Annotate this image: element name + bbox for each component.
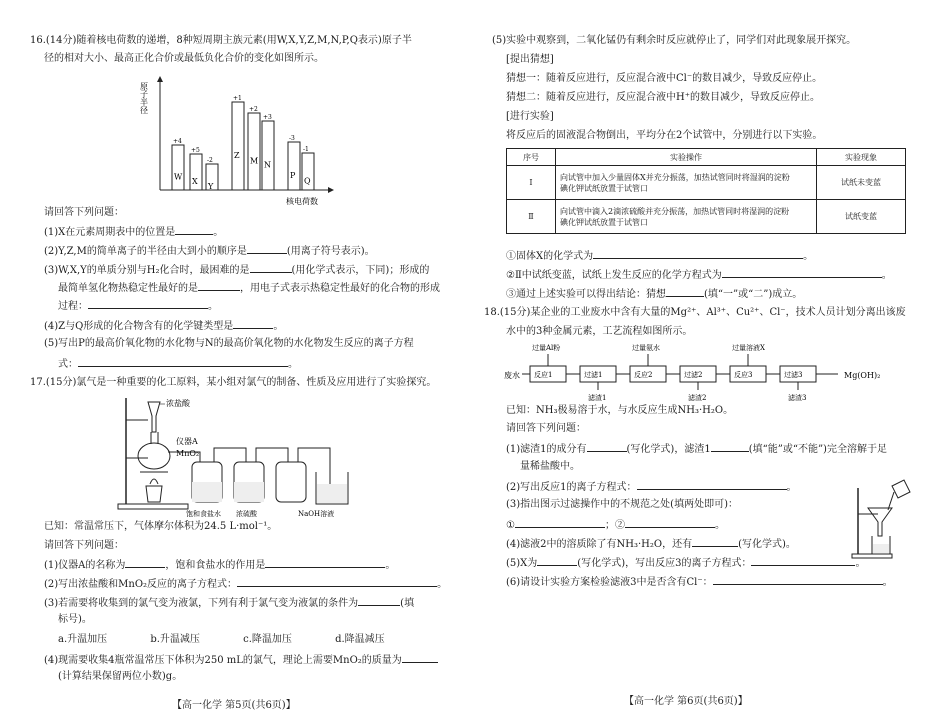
bar-Z bbox=[232, 102, 244, 190]
q17-s4: (4)现需要收集4瓶常温常压下体积为250 mL的氯气，理论上需要MnO₂的质量为 bbox=[44, 652, 438, 668]
bar-label-W: W bbox=[174, 172, 183, 182]
answer-blank[interactable] bbox=[402, 652, 438, 663]
answer-blank[interactable] bbox=[125, 557, 165, 568]
answer-blank[interactable] bbox=[637, 479, 787, 490]
q17-s1: (1)仪器A的名称为 ，饱和食盐水的作用是 。 bbox=[44, 557, 395, 573]
valence-label-Q: -1 bbox=[303, 146, 309, 153]
option-b[interactable]: b.升温减压 bbox=[150, 634, 200, 645]
y-axis-label: 原子半径 bbox=[140, 82, 149, 114]
label-naoh: NaOH溶液 bbox=[298, 510, 335, 518]
flow-residue: 滤渣3 bbox=[788, 394, 807, 402]
label-instrument-a: 仪器A bbox=[176, 437, 198, 446]
bar-label-X: X bbox=[192, 177, 198, 186]
row-operation: 向试管中滴入2滴浓硫酸并充分振荡，加热试管同时将湿润的淀粉 碘化钾试纸放置于试管口 bbox=[556, 200, 817, 234]
q18-prompt: 请回答下列问题： bbox=[506, 423, 586, 434]
tag-hypothesis: [提出猜想] bbox=[506, 54, 554, 65]
label-h2so4: 浓硫酸 bbox=[236, 510, 257, 518]
flow-input: 废水 bbox=[504, 371, 520, 380]
table-row bbox=[507, 166, 906, 200]
answer-blank[interactable] bbox=[78, 356, 288, 367]
q17-options bbox=[58, 633, 385, 647]
answer-blank[interactable] bbox=[247, 243, 287, 254]
bar-label-M: M bbox=[250, 156, 259, 166]
q16-chart bbox=[140, 68, 340, 208]
tag-experiment: [进行实验] bbox=[506, 111, 554, 122]
answer-blank[interactable] bbox=[713, 574, 883, 585]
flow-reagent: 过量氨水 bbox=[632, 344, 660, 352]
page-6 bbox=[476, 0, 950, 722]
answer-blank[interactable] bbox=[233, 318, 273, 329]
valence-label-X: +5 bbox=[191, 147, 200, 154]
answer-blank[interactable] bbox=[250, 262, 292, 273]
hypothesis-1: 猜想一：随着反应进行，反应混合液中Cl⁻的数目减少，导致反应停止。 bbox=[506, 73, 823, 84]
q17-a1: ①固体X的化学式为 。 bbox=[506, 248, 813, 264]
answer-blank[interactable] bbox=[722, 267, 882, 278]
answer-blank[interactable] bbox=[625, 517, 715, 528]
col-header: 实验现象 bbox=[817, 149, 906, 166]
q16-s3-cont2: 过程： 。 bbox=[58, 298, 218, 314]
table-row bbox=[507, 200, 906, 234]
q18-stem-line1: 18.(15分)某企业的工业废水中含有大量的Mg²⁺、Al³⁺、Cu²⁺、Cl⁻，技术人员计划分离出该废 bbox=[484, 307, 906, 318]
answer-blank[interactable] bbox=[587, 441, 627, 452]
y-axis-arrow bbox=[157, 76, 163, 82]
bar-M bbox=[248, 113, 260, 190]
valence-label-Z: +1 bbox=[233, 95, 242, 102]
answer-blank[interactable] bbox=[666, 286, 704, 297]
x-axis-label: 核电荷数 bbox=[286, 197, 318, 206]
q17-apparatus-figure bbox=[108, 392, 378, 520]
q18-s3: (3)指出图示过滤操作中的不规范之处(填两处即可)： bbox=[506, 499, 738, 510]
q18-s3-answers: ① ；② 。 bbox=[506, 517, 725, 533]
option-d[interactable]: d.降温减压 bbox=[335, 634, 385, 645]
row-no: Ⅰ bbox=[507, 166, 556, 200]
answer-blank[interactable] bbox=[515, 517, 605, 528]
q16-s4: (4)Z与Q形成的化合物含有的化学键类型是 。 bbox=[44, 318, 283, 334]
flow-box-label: 反应1 bbox=[534, 371, 553, 379]
flow-box-label: 反应3 bbox=[734, 371, 753, 379]
q17-s2: (2)写出浓盐酸和MnO₂反应的离子方程式： 。 bbox=[44, 576, 447, 592]
answer-blank[interactable] bbox=[692, 536, 738, 547]
q17-prompt: 请回答下列问题： bbox=[44, 540, 124, 551]
answer-blank[interactable] bbox=[265, 557, 385, 568]
q17-stem: 17.(15分)氯气是一种重要的化工原料，某小组对氯气的制备、性质及应用进行了实验探究。 bbox=[30, 377, 437, 388]
flow-residue: 滤渣1 bbox=[588, 394, 607, 402]
answer-blank[interactable] bbox=[88, 298, 208, 309]
flow-residue: 滤渣2 bbox=[688, 394, 707, 402]
label-brine: 饱和食盐水 bbox=[186, 510, 221, 518]
answer-blank[interactable] bbox=[175, 224, 213, 235]
option-c[interactable]: c.降温加压 bbox=[243, 634, 292, 645]
bar-W bbox=[172, 145, 184, 190]
q17-s3-cont: 标号)。 bbox=[58, 614, 92, 625]
q16-s5: (5)写出P的最高价氧化物的水化物与N的最高价氧化物的水化物发生反应的离子方程 bbox=[44, 338, 414, 349]
q18-s5: (5)X为 (写化学式)，写出反应3的离子方程式： 。 bbox=[506, 555, 865, 571]
flow-box-label: 过滤2 bbox=[684, 371, 703, 379]
experiment-table bbox=[506, 148, 906, 234]
q16-s3-cont: 最简单氢化物热稳定性最好的是 ，用电子式表示热稳定性最好的化合物的形成 bbox=[58, 280, 440, 296]
row-no: Ⅱ bbox=[507, 200, 556, 234]
answer-blank[interactable] bbox=[198, 280, 240, 291]
q18-s6: (6)请设计实验方案检验滤液3中是否含有Cl⁻： 。 bbox=[506, 574, 893, 590]
footer-page-5: 【高一化学 第5页(共6页)】 bbox=[172, 700, 296, 711]
bar-label-Y: Y bbox=[208, 182, 214, 191]
flow-box-label: 过滤1 bbox=[584, 371, 603, 379]
answer-blank[interactable] bbox=[593, 248, 803, 259]
flow-output: Mg(OH)₂ bbox=[844, 371, 881, 380]
q18-s4: (4)滤液2中的溶质除了有NH₃·H₂O，还有 (写化学式)。 bbox=[506, 536, 796, 552]
valence-label-Y: -2 bbox=[207, 157, 213, 164]
q17-s3: (3)若需要将收集到的氯气变为液氯，下列有利于氯气变为液氯的条件为 (填 bbox=[44, 595, 414, 611]
q16-prompt: 请回答下列问题： bbox=[44, 207, 124, 218]
footer-page-6: 【高一化学 第6页(共6页)】 bbox=[624, 696, 748, 707]
q17-known: 已知：常温常压下，气体摩尔体积为24.5 L·mol⁻¹。 bbox=[44, 521, 278, 532]
valence-label-P: -3 bbox=[289, 135, 295, 142]
col-header: 实验操作 bbox=[556, 149, 817, 166]
q16-stem-line2: 径的相对大小、最高正化合价或最低负化合价的变化如图所示。 bbox=[44, 53, 324, 64]
bar-P bbox=[288, 142, 300, 190]
bar-label-P: P bbox=[290, 171, 296, 180]
flow-reagent: 过量Al粉 bbox=[532, 344, 561, 352]
q18-s1: (1)滤渣1的成分有 (写化学式)，滤渣1 (填“能”或“不能”)完全溶解于足 bbox=[506, 441, 887, 457]
flow-box-label: 反应2 bbox=[634, 371, 653, 379]
x-axis-arrow bbox=[328, 187, 334, 193]
answer-blank[interactable] bbox=[751, 555, 855, 566]
row-result: 试纸变蓝 bbox=[817, 200, 906, 234]
valence-label-W: +4 bbox=[173, 138, 182, 145]
filtration-figure bbox=[848, 478, 918, 560]
valence-label-M: +2 bbox=[249, 106, 258, 113]
q17-a2: ②Ⅱ中试纸变蓝，试纸上发生反应的化学方程式为 。 bbox=[506, 267, 892, 283]
q18-flowchart bbox=[498, 340, 898, 402]
q16-s1: (1)X在元素周期表中的位置是 。 bbox=[44, 224, 223, 240]
q17-s5: (5)实验中观察到，二氧化锰仍有剩余时反应就停止了，同学们对此现象展开探究。 bbox=[492, 35, 857, 46]
q17-s4-cont: (计算结果保留两位小数)g。 bbox=[58, 671, 183, 682]
q18-s1-cont: 量稀盐酸中。 bbox=[520, 461, 580, 472]
row-result: 试纸未变蓝 bbox=[817, 166, 906, 200]
bar-N bbox=[262, 121, 274, 190]
page-5 bbox=[0, 0, 470, 722]
table-header-row bbox=[507, 149, 906, 166]
bar-label-Z: Z bbox=[234, 151, 240, 160]
bar-label-N: N bbox=[264, 160, 271, 170]
q16-s5-cont: 式： 。 bbox=[58, 356, 298, 372]
answer-blank[interactable] bbox=[358, 595, 400, 606]
q16-stem-line1: 16.(14分)随着核电荷数的递增，8种短周期主族元素(用W,X,Y,Z,M,N,P,Q表示)原子半 bbox=[30, 35, 412, 46]
q18-stem-line2: 水中的3种金属元素，工艺流程如图所示。 bbox=[506, 326, 693, 337]
answer-blank[interactable] bbox=[537, 555, 577, 566]
row-operation: 向试管中加入少量固体X并充分振荡，加热试管同时将湿润的淀粉 碘化钾试纸放置于试管口 bbox=[556, 166, 817, 200]
flow-reagent: 过量溶液X bbox=[732, 344, 765, 352]
q18-known: 已知：NH₃极易溶于水，与水反应生成NH₃·H₂O。 bbox=[506, 405, 734, 416]
q16-s3: (3)W,X,Y的单质分别与H₂化合时，最困难的是 (用化学式表示，下同)；形成的 bbox=[44, 262, 429, 278]
q18-s2: (2)写出反应1的离子方程式： 。 bbox=[506, 479, 797, 495]
label-mno2: MnO₂ bbox=[176, 449, 200, 458]
flow-box-label: 过滤3 bbox=[784, 371, 803, 379]
label-acid: 浓盐酸 bbox=[166, 399, 190, 408]
answer-blank[interactable] bbox=[711, 441, 749, 452]
bar-label-Q: Q bbox=[304, 176, 311, 186]
hypothesis-2: 猜想二：随着反应进行，反应混合液中H⁺的数目减少，导致反应停止。 bbox=[506, 92, 820, 103]
q16-s2: (2)Y,Z,M的简单离子的半径由大到小的顺序是 (用离子符号表示)。 bbox=[44, 243, 375, 259]
answer-blank[interactable] bbox=[237, 576, 437, 587]
experiment-desc: 将反应后的固液混合物倒出，平均分在2个试管中，分别进行以下实验。 bbox=[506, 130, 823, 141]
valence-label-N: +3 bbox=[263, 114, 272, 121]
option-a[interactable]: a.升温加压 bbox=[58, 634, 108, 645]
col-header: 序号 bbox=[507, 149, 556, 166]
q17-a3: ③通过上述实验可以得出结论：猜想 (填“一”或“二”)成立。 bbox=[506, 286, 802, 302]
